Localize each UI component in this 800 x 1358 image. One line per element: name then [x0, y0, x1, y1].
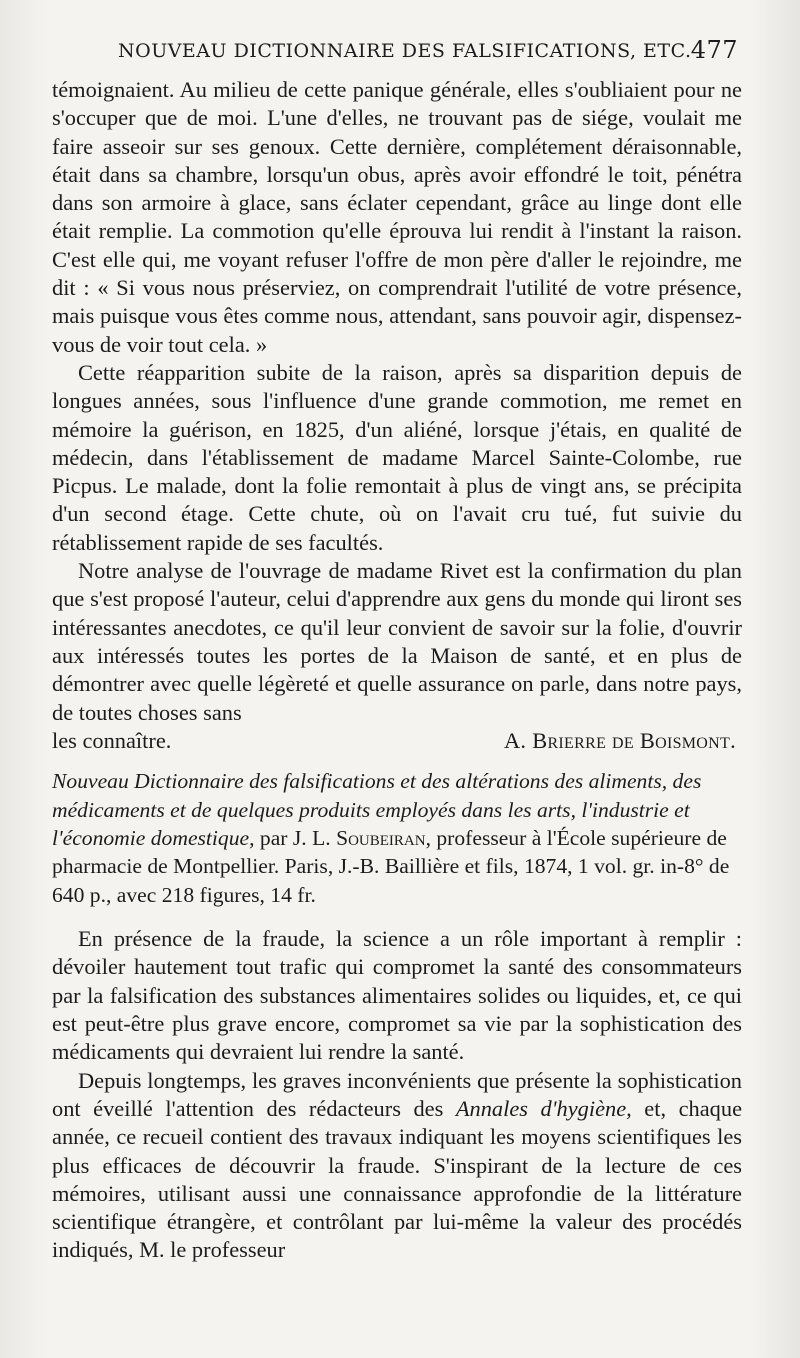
- paragraph-reappearance: Cette réapparition subite de la raison, après sa disparition depuis de longues années, sous l'influence d'une grande commotion, me remet en mémoire la guérison, en 1825, d'un aliéné, lorsque j'étais, en qualité de médecin, dans l'établissement de madame Marcel Sainte-Colombe, rue Picpus. Le malade, dont la folie remontait à plus de vingt ans, se précipita d'un second étage. Cette chute, où on l'avait cru tué, fut suivie du rétablissement rapide de ses facultés.: [52, 359, 742, 555]
- running-head: [118, 36, 738, 66]
- running-title: NOUVEAU DICTIONNAIRE DES FALSIFICATIONS, ETC.: [118, 40, 692, 62]
- paragraph-continued: témoignaient. Au milieu de cette panique générale, elles s'oubliaient pour ne s'occuper que de moi. L'une d'elles, ne trouvant pas de siége, voulait me faire asseoir sur ses genoux. Cette dernière, complétement déraisonnable, était dans sa chambre, lorsqu'un obus, après avoir effondré le toit, pénétra dans son armoire à glace, sans éclater cependant, grâce au linge dont elle était remplie. La commotion qu'elle éprouva lui rendit à l'instant la raison. C'est elle qui, me voyant refuser l'offre de mon père d'aller le rejoindre, me dit : « Si vous nous préserviez, on comprendrait l'utilité de votre présence, mais puisque vous êtes comme nous, attendant, sans pouvoir agir, dispensez-vous de voir tout cela. »: [52, 77, 742, 357]
- author-signature: A. Brierre de Boismont.: [503, 727, 736, 753]
- review-publication-details: professeur à l'École supérieure de pharmacie de Montpellier. Paris, J.-B. Baillière et fils, 1874, 1 vol. gr. in-8° de 640 p., avec 218 figures, 14 fr.: [52, 825, 730, 907]
- review-book-title: Nouveau Dictionnaire des falsifications et des altérations des aliments, des médicaments et de quelques produits employés dans les arts, l'industrie et l'économie domestique,: [52, 769, 702, 850]
- review-author-prefix: par J. L.: [254, 825, 337, 850]
- paragraph-fraud: En présence de la fraude, la science a un rôle important à remplir : dévoiler hautement tout trafic qui compromet la santé des consommateurs par la falsification des substances alimentaires solides ou liquides, et, ce qui est peut-être plus grave encore, compromet sa vie par la sophistication des médicaments qui devraient lui rendre la santé.: [52, 926, 742, 1065]
- paragraph-sophistication: [52, 1067, 742, 1265]
- page-number: 477: [690, 36, 738, 64]
- paragraph-conclusion-end: les connaître.: [52, 727, 172, 753]
- paragraph-sophistication-b: et, chaque année, ce recueil contient des travaux indiquant les moyens scientifiques les plus efficaces de découvrir la fraude. S'inspirant de la lecture de ces mémoires, utilisant aussi une connaissance approfondie de la littérature scientifique étrangère, et contrôlant par lui-même la valeur des procédés indiqués, M. le professeur: [52, 1095, 743, 1263]
- paragraph-sophistication-a: Depuis longtemps, les graves inconvénients que présente la sophistication ont éveillé l'attention des rédacteurs des: [52, 1067, 742, 1121]
- annales-title: Annales d'hygiène,: [455, 1095, 632, 1121]
- paragraph-conclusion: Notre analyse de l'ouvrage de madame Rivet est la confirmation du plan que s'est proposé l'auteur, celui d'apprendre aux gens du monde qui liront ses intéressantes anecdotes, ce qu'il leur convient de savoir sur la folie, d'ouvrir aux intéressés toutes les portes de la Maison de santé, et en plus de démontrer avec quelle légèreté et quelle assurance on parle, dans notre pays, de toutes choses sans: [52, 558, 742, 725]
- review-entry: [52, 767, 742, 909]
- signature-line: [52, 727, 742, 755]
- review-author-name: Soubeiran,: [336, 825, 431, 850]
- body-text: [52, 76, 742, 1265]
